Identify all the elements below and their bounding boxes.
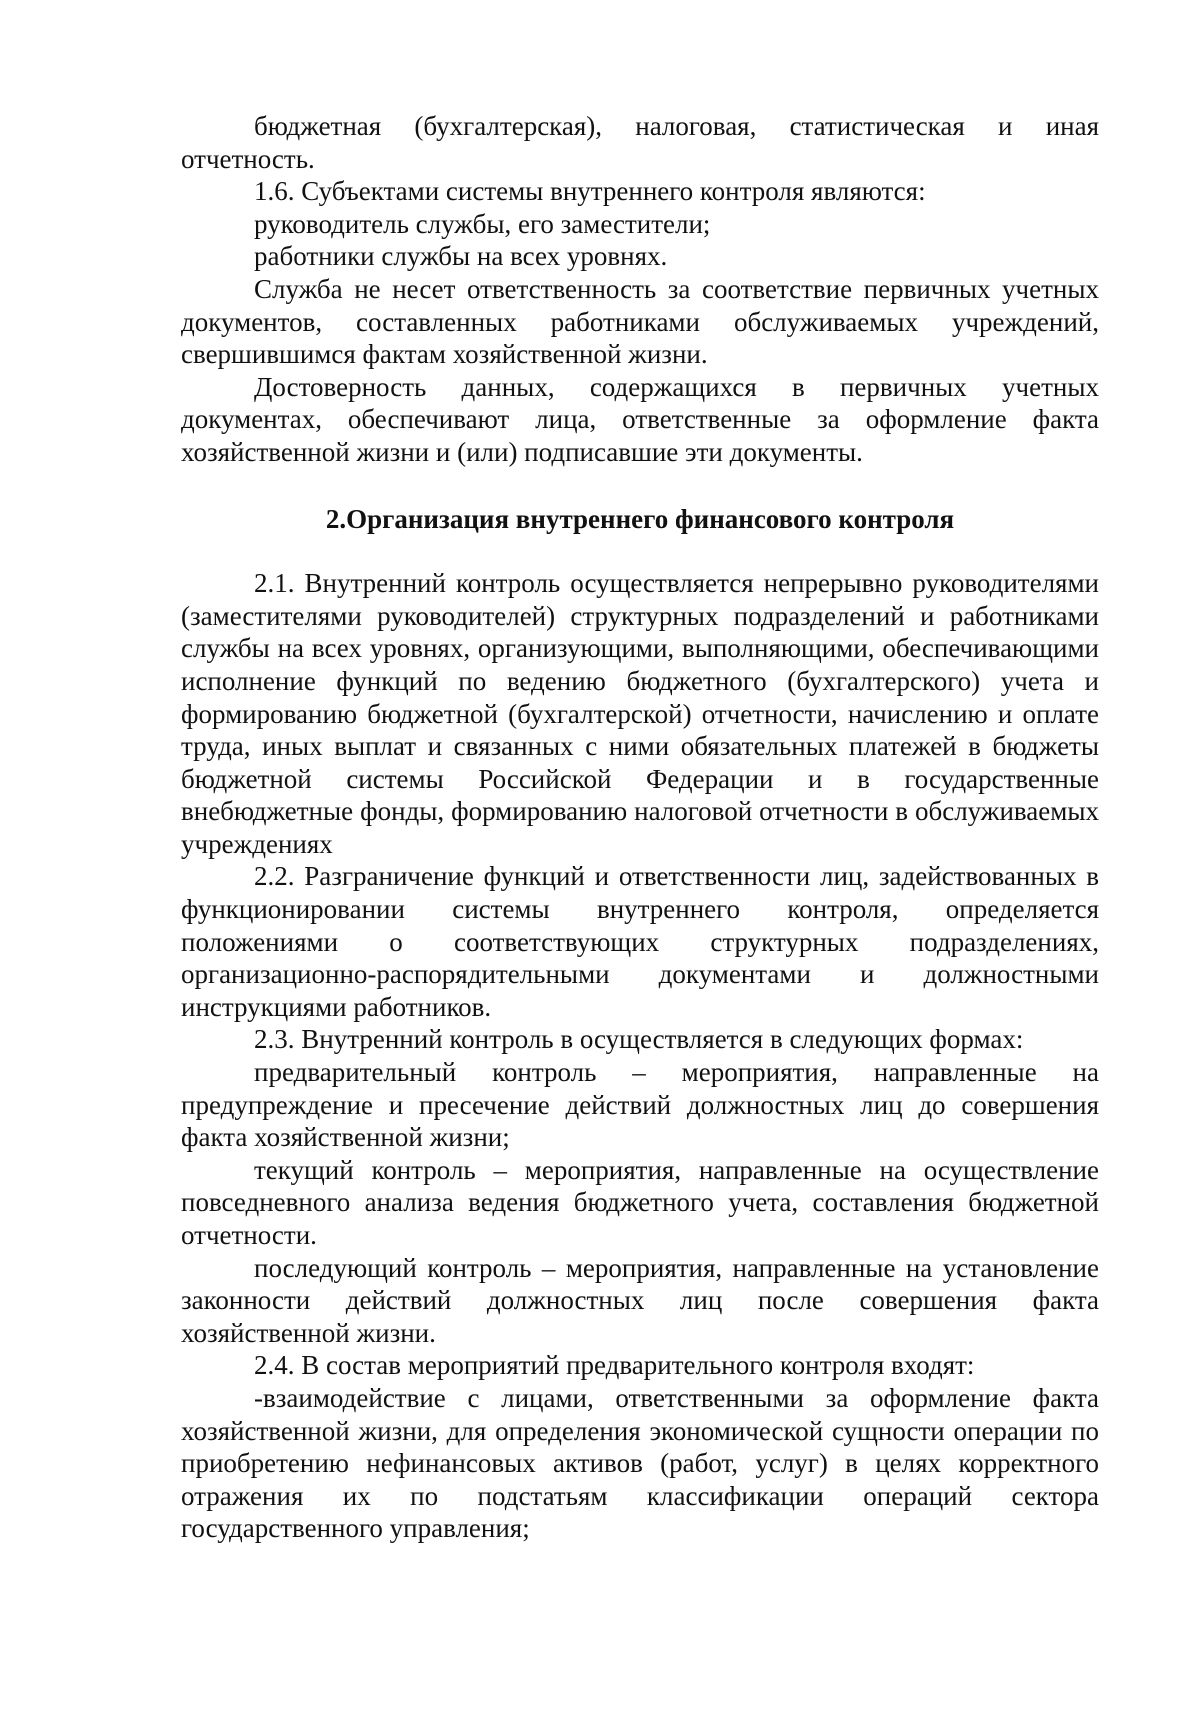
paragraph-2-4: 2.4. В состав мероприятий предварительного контроля входят: [254, 1350, 975, 1381]
section-heading-2: 2.Организация внутреннего финансового контроля [325, 503, 955, 534]
paragraph-current-control: текущий контроль – мероприятия, направленные на осуществление повседневного анализа ведения бюджетного учета, составления бюджетной отчетности. [181, 1154, 1099, 1250]
paragraph-2-1: 2.1. Внутренний контроль осуществляется непрерывно руководителями (заместителями руководителей) структурных подразделений и работниками службы на всех уровнях, организующими, выполняющими, обеспечивающими исполнение функций по ведению бюджетного (бухгалтерского) учета и формированию бюджетной (бухгалтерской) отчетности, начислению и оплате труда, иных выплат и связанных с ними обязательных платежей в бюджеты бюджетной системы Российской Федерации и в государственные внебюджетные фонды, формированию налоговой отчетности в обслуживаемых учреждениях [181, 568, 1099, 859]
paragraph-2-3: 2.3. Внутренний контроль в осуществляется в следующих формах: [254, 1024, 1024, 1055]
document-body [181, 110, 1099, 1545]
paragraph-interaction: -взаимодействие с лицами, ответственными за оформление факта хозяйственной жизни, для определения экономической сущности операции по приобретению нефинансовых активов (работ, услуг) в целях корректного отражения их по подстатьям классификации операций сектора государственного управления; [181, 1382, 1099, 1544]
paragraph-2-2: 2.2. Разграничение функций и ответственности лиц, задействованных в функционировании системы внутреннего контроля, определяется положениями о соответствующих структурных подразделениях, организационно-распорядительными документами и должностными инструкциями работников. [181, 861, 1099, 1022]
paragraph-service-responsibility: Служба не несет ответственность за соответствие первичных учетных документов, составленных работниками обслуживаемых учреждений, свершившимся фактам хозяйственной жизни. [181, 273, 1099, 370]
paragraph-preliminary-control: предварительный контроль – мероприятия, направленные на предупреждение и пресечение действий должностных лиц до совершения факта хозяйственной жизни; [181, 1057, 1099, 1153]
paragraph-reporting-types: бюджетная (бухгалтерская), налоговая, статистическая и иная отчетность. [181, 111, 1099, 174]
paragraph-head-and-deputies: руководитель службы, его заместители; [254, 208, 711, 239]
paragraph-subsequent-control: последующий контроль – мероприятия, направленные на установление законности действий должностных лиц после совершения факта хозяйственной жизни. [181, 1252, 1099, 1348]
paragraph-1-6-subjects: 1.6. Субъектами системы внутреннего контроля являются: [254, 176, 926, 207]
paragraph-service-staff: работники службы на всех уровнях. [254, 241, 668, 272]
paragraph-data-reliability: Достоверность данных, содержащихся в первичных учетных документах, обеспечивают лица, ответственные за оформление факта хозяйственной жизни и (или) подписавшие эти документы. [181, 371, 1099, 467]
